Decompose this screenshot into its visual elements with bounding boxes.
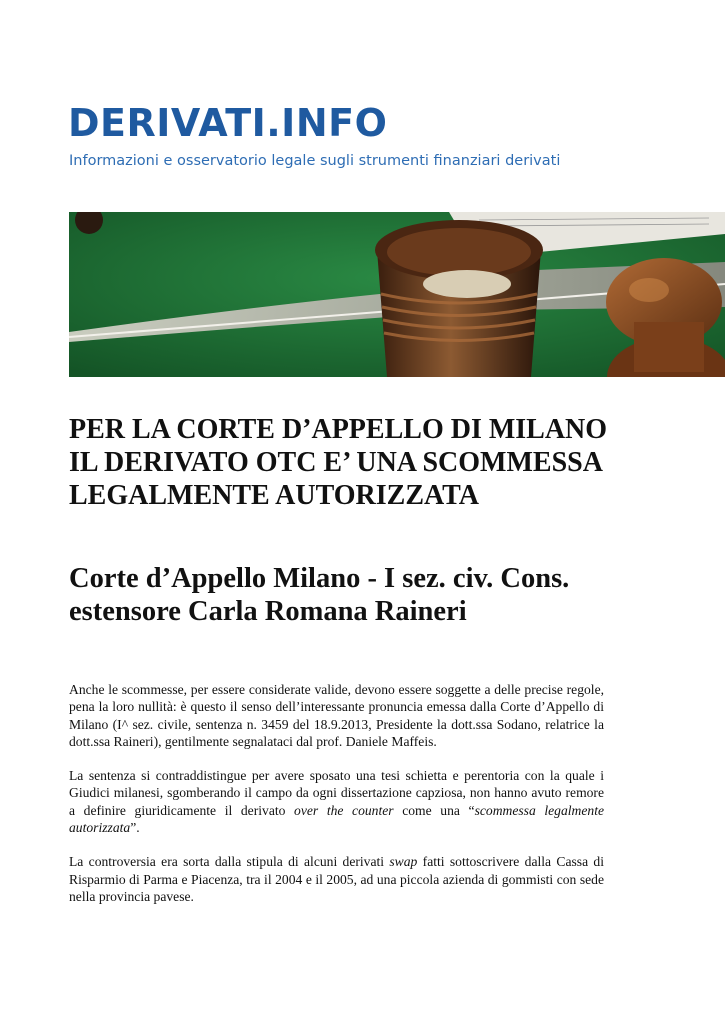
paragraph-3-text-b: fatti sottoscrivere dalla Cassa di Risparmio di Parma e Piacenza, tra il 2004 e il 2005, ad una piccola azienda di gommisti con sede nella provincia pavese. [69,854,604,904]
article-headline: PER LA CORTE D’APPELLO DI MILANO IL DERIVATO OTC E’ UNA SCOMMESSA LEGALMENTE AUTORIZZATA [69,414,608,511]
banner-image [69,212,725,377]
paragraph-3 [69,853,604,905]
paragraph-2-italic-quote: scommessa legalmente autorizzata [69,802,605,836]
paragraph-2-text: La sentenza si contraddistingue per avere sposato una tesi schietta e perentoria con la quale i Giudici milanesi, sgomberando il campo da ogni dissertazione capziosa, non hanno avuto remore a definire giuridicamente il derivato [69,768,604,818]
paragraph-2-italic-otc: over the counter [294,802,394,818]
paragraph-1: Anche le scommesse, per essere considerate valide, devono essere soggette a delle precise regole, pena la loro nullità: è questo il senso dell’interessante pronuncia emessa dalla Corte d’Appello di Milano (I^ sez. civile, sentenza n. 3459 del 18.9.2013, Presidente la dott.ssa Sodano, relatrice la dott.ssa Raineri), gentilmente segnalataci dal prof. Daniele Maffeis. [69,682,604,749]
inkwell-cup [375,220,543,377]
paragraph-2-text-b: come una “ [393,802,475,818]
paragraph-3-italic-swap: swap [389,854,418,870]
article-body [69,681,604,922]
wooden-stopper [606,258,725,377]
paragraph-2 [69,767,604,836]
site-title[interactable]: DERIVATI.INFO [68,101,388,145]
paragraph-2-text-c: ”. [130,820,140,836]
site-tagline: Informazioni e osservatorio legale sugli strumenti finanziari derivati [69,153,561,169]
paragraph-3-text: La controversia era sorta dalla stipula di alcuni derivati [69,854,390,870]
article-subheadline: Corte d’Appello Milano - I sez. civ. Cons. estensore Carla Romana Raineri [69,563,570,627]
